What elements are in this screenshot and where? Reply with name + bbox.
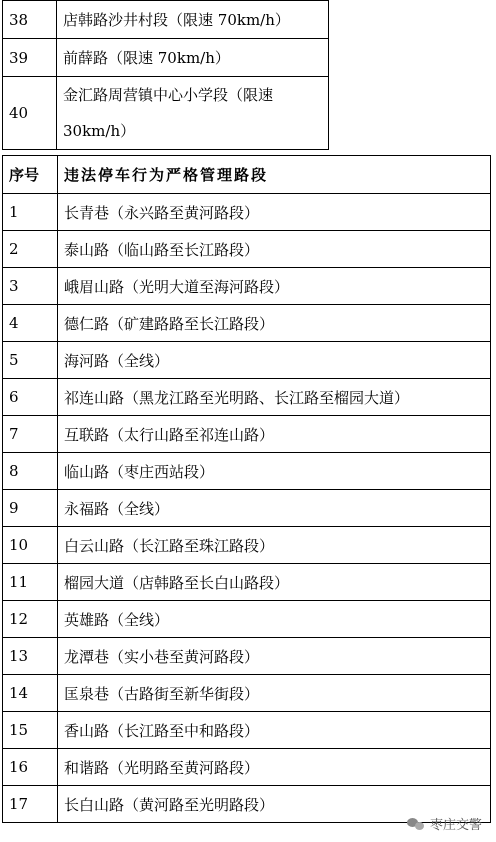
table-row [3,490,491,527]
row-number: 7 [3,416,58,453]
road-cell: 峨眉山路（光明大道至海河路段） [58,268,491,305]
road-cell: 德仁路（矿建路路至长江路段） [58,305,491,342]
row-number: 3 [3,268,58,305]
row-number: 16 [3,749,58,786]
road-cell: 祁连山路（黑龙江路至光明路、长江路至榴园大道） [58,379,491,416]
road-cell: 永福路（全线） [58,490,491,527]
row-number: 15 [3,712,58,749]
row-number: 13 [3,638,58,675]
row-number: 14 [3,675,58,712]
row-number: 6 [3,379,58,416]
table-row [3,453,491,490]
row-number: 10 [3,527,58,564]
table-row [3,305,491,342]
road-cell [57,77,329,150]
row-number: 38 [3,1,57,39]
road-cell-line: 金汇路周营镇中心小学段（限速 [63,86,274,104]
watermark-text: 枣庄交警 [429,818,482,833]
road-cell: 店韩路沙井村段（限速 70km/h） [57,1,329,39]
road-cell: 海河路（全线） [58,342,491,379]
table-row [3,39,329,77]
row-number: 9 [3,490,58,527]
table-row [3,77,329,150]
road-cell: 临山路（枣庄西站段） [58,453,491,490]
table-row [3,268,491,305]
road-cell: 龙潭巷（实小巷至黄河路段） [58,638,491,675]
road-cell: 前薛路（限速 70km/h） [57,39,329,77]
speed-limit-table [2,0,329,150]
table-header-row [3,156,491,194]
table-row [3,379,491,416]
table-row [3,675,491,712]
road-cell: 白云山路（长江路至珠江路段） [58,527,491,564]
table-row [3,749,491,786]
table-row [3,601,491,638]
row-number: 12 [3,601,58,638]
table-row [3,342,491,379]
road-cell: 和谐路（光明路至黄河路段） [58,749,491,786]
table-row [3,564,491,601]
road-cell-line: 30km/h） [63,122,136,140]
road-cell: 榴园大道（店韩路至长白山路段） [58,564,491,601]
road-cell: 长青巷（永兴路至黄河路段） [58,194,491,231]
road-cell: 英雄路（全线） [58,601,491,638]
road-cell: 匡泉巷（古路街至新华街段） [58,675,491,712]
road-cell: 互联路（太行山路至祁连山路） [58,416,491,453]
table-row [3,231,491,268]
table-row [3,1,329,39]
table-row [3,638,491,675]
row-number: 17 [3,786,58,823]
table-row [3,527,491,564]
row-number: 2 [3,231,58,268]
row-number: 1 [3,194,58,231]
row-number: 39 [3,39,57,77]
header-title: 违法停车行为严格管理路段 [58,156,491,194]
road-cell: 长白山路（黄河路至光明路段） [58,786,491,823]
wechat-logo-icon [407,817,425,830]
row-number: 5 [3,342,58,379]
row-number: 8 [3,453,58,490]
row-number: 11 [3,564,58,601]
row-number: 4 [3,305,58,342]
row-number: 40 [3,77,57,150]
road-cell: 香山路（长江路至中和路段） [58,712,491,749]
table-row [3,416,491,453]
table-row [3,194,491,231]
table-row [3,712,491,749]
header-number: 序号 [3,156,58,194]
watermark [407,814,482,833]
road-cell: 泰山路（临山路至长江路段） [58,231,491,268]
parking-management-table [2,155,491,823]
